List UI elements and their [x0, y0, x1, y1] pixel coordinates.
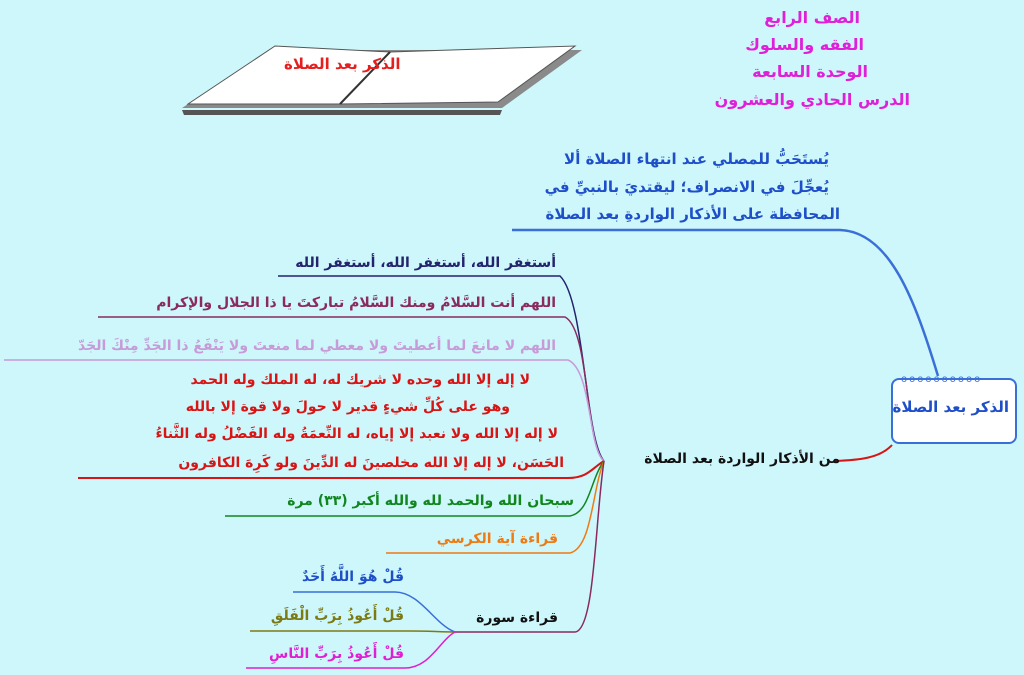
hub-label[interactable]: من الأذكار الواردة بعد الصلاة — [644, 451, 840, 467]
dhikr-salam: اللهم أنت السَّلامُ ومنك السَّلامُ تباركتَ يا ذا الجلال والإكرام — [156, 295, 556, 311]
dhikr-tahlil-line-3: لا إله إلا الله ولا نعبد إلا إياه، له النِّعمَةُ وله الفَضْلُ وله الثَّناءُ — [155, 426, 558, 442]
header-grade: الصف الرابع — [764, 8, 860, 27]
book-title: الذكر بعد الصلاة — [284, 55, 401, 73]
dhikr-tahlil-line-2: وهو على كُلِّ شيءٍ قدير لا حولَ ولا قوة إلا بالله — [185, 399, 510, 415]
surah-nas: قُلْ أَعُوذُ بِرَبِّ النَّاسِ — [269, 646, 404, 662]
connector-hub — [835, 445, 892, 461]
connector-intro — [512, 230, 938, 376]
header-unit: الوحدة السابعة — [752, 62, 868, 81]
intro-line-2: يُعجِّلَ في الانصراف؛ ليقتديَ بالنبيِّ في — [544, 178, 829, 196]
center-node[interactable] — [891, 374, 1017, 444]
dhikr-tasbih: سبحان الله والحمد لله والله أكبر (٣٣) مرة — [287, 493, 574, 509]
header-subject: الفقه والسلوك — [745, 35, 864, 54]
dhikr-kursi: قراءة آية الكرسي — [436, 531, 558, 547]
surah-ikhlas: قُلْ هُوَ اللَّهُ أَحَدٌ — [301, 569, 404, 585]
intro-line-3: المحافظة على الأذكار الواردةِ بعد الصلاة — [545, 205, 840, 223]
dhikr-tahlil-line-1: لا إله إلا الله وحده لا شريك له، له الملك وله الحمد — [190, 372, 530, 388]
center-label: الذكر بعد الصلاة — [892, 398, 1009, 416]
surah-label: قراءة سورة — [476, 610, 558, 626]
dhikr-istighfar: أستغفر الله، أستغفر الله، أستغفر الله — [295, 255, 556, 271]
dhikr-tahlil-line-4: الحَسَن، لا إله إلا الله مخلصينَ له الدِّينَ ولو كَرِهَ الكافرون — [178, 455, 564, 471]
intro-line-1: يُستَحَبُّ للمصلي عند انتهاء الصلاة ألا — [564, 150, 829, 168]
dhikr-mani: اللهم لا مانعَ لما أعطيتَ ولا معطي لما منعتَ ولا يَنْفَعُ ذا الجَدِّ مِنْكَ الجَدّ — [78, 338, 556, 354]
header-lesson: الدرس الحادي والعشرون — [714, 90, 910, 109]
spiral-rings-icon: oooooooooo — [901, 374, 983, 385]
surah-falaq: قُلْ أَعُوذُ بِرَبِّ الْفَلَقِ — [270, 608, 404, 624]
connector-falaq — [250, 631, 455, 632]
open-book-icon — [180, 40, 592, 118]
